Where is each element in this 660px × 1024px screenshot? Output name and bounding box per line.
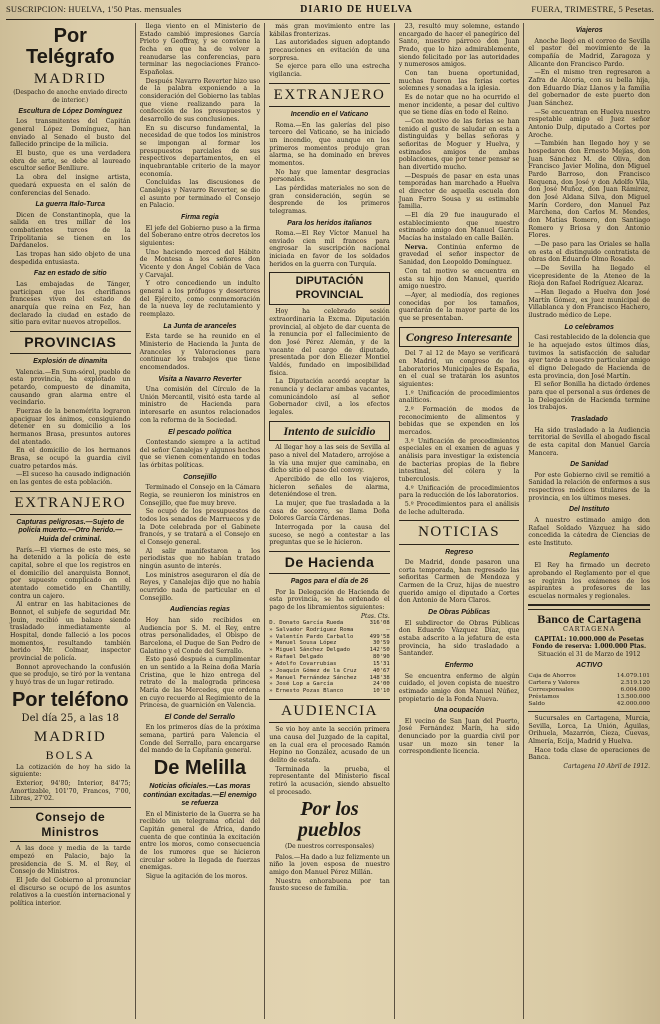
article-paragraph: llega viento en el Ministerio de Estado cambió impresiones García Prieto y Geoffray, y se conviene la fecha en que ha de volver a reanudarse las conferencias, para terminar las negociaciones Franco-Españolas. (139, 23, 261, 77)
section-title-abroad-2: EXTRANJERO (269, 83, 390, 107)
divider (528, 604, 650, 606)
article-paragraph: Una comisión del Círculo de la Unión Mercantil, visitó esta tarde al ministro de Hacienda para interesarle en asuntos relacionados con la reforma de la Sociedad. (139, 386, 261, 424)
article-paragraph: Las tropas han sido objeto de una despedida entusiasta. (10, 251, 131, 266)
payment-row-label: » Valentín Pardo Carballo (269, 633, 354, 640)
bank-ad-title: Banco de Cartagena (528, 609, 650, 627)
article-paragraph: Sucursales en Cartagena, Murcia, Sevilla, Lorca, La Unión, Águilas, Orihuela, Mazarrón, Cieza, Cuevas, Almería, Ecija, Madrid y Huelva. (528, 714, 650, 745)
payment-row-label: » Rafael Delgado (269, 654, 324, 661)
article-paragraph: Se ejerce para ello una estrecha vigilancia. (269, 63, 390, 79)
article-paragraph: Las pérdidas materiales no son de gran consideración, según se desprende de los primeros telegramas. (269, 184, 390, 215)
payment-row-amount: 316'08 (369, 620, 390, 626)
article-paragraph: Hoy ha celebrado sesión extraordinaria la Excma. Diputación provincial, al objeto de dar cuenta de la renuncia por el fallecimiento de don José Pérez Alemán, y de la vacante del cargo de diputado, presentada por don Eliezer Montiel Valdés, fundado en imposibilidad física. (269, 308, 390, 377)
article-paragraph: El Rey ha firmado un decreto aprobando el Reglamento por el que se regirán los exámenes de los aspirantes a profesores de las escuelas normales y regionales. (528, 562, 650, 600)
section-title-treasury: De Hacienda (269, 551, 390, 574)
article-paragraph: 23, resultó muy solemne, estando encargado de hacer el panegírico del Santo, nuestro párroco don Juan Prado, que lo hizo admirablemente, siendo felicitado por las autoridades y numerosos amigos. (398, 23, 520, 69)
article-paragraph: En el domicilio de los hermanos Brasa, se ocupó la guardia civil cuatro petardos más. (10, 447, 131, 470)
article-paragraph: más gran movimiento entre las kábilas fronterizas. (269, 23, 390, 38)
town-label: Nerva. (404, 243, 428, 251)
headline: Incendio en el Vaticano (290, 111, 369, 118)
towns-subtitle: (De nuestros corresponsales) (284, 843, 375, 851)
divider (528, 711, 650, 712)
article-paragraph: A las doce y media de la tarde empezó en Palacio, bajo la presidencia de S. M. el Rey, el Consejo de Ministros. (10, 845, 131, 876)
article-paragraph: El vecino de San Juan del Puerto, José Fernández Marín, ha sido denunciado por la guardia civil por usar un mozo sin tener la correspondiente licencia. (398, 717, 520, 756)
article-paragraph: —El día 29 fue inaugurado el establecimiento que nuestro estimado amigo don Manuel García Macías ha instalado en calle Bailén. (398, 212, 520, 243)
section-title-congress: Congreso Interesante (399, 327, 520, 348)
article-paragraph: La mujer, que fue trasladada a la casa de socorro, se llama Doña Dolores García Cárdenas. (269, 500, 390, 523)
bank-ad-city: CARTAGENA (562, 625, 616, 634)
list-unit-header: Ptas. Cts. (360, 612, 390, 620)
balance-row-amount: 6.004.000 (620, 686, 650, 693)
article-paragraph: Terminada la prueba, el representante del Ministerio fiscal retiró la acusación, siendo absuelto el procesado. (269, 765, 390, 796)
headline: Noticias oficiales.—Las moras continúan excitadas.—El enemigo se refuerza (143, 783, 257, 808)
article-paragraph: Dicen de Constantinopla, que la salida en tres millar de los combatientes turcos de la Tripolitania se tienen en los Dardanelos. (10, 211, 131, 250)
column-3 (265, 23, 395, 1019)
article-paragraph: Anoche llegó en el correo de Sevilla el pastor del movimiento de la compañía de Madrid, Zaragoza y Alicante don Francisco Pardo. (528, 37, 650, 68)
article-paragraph: Contestando siempre a la actitud del señor Canalejas y algunos hechos que se vienen comentando en todas las órbitas políticas. (139, 439, 261, 470)
article-paragraph: Se ocupó de los presupuestos de todos los senados de Marruecos y de la Dote celebrada por el Gabinete francés, y se tratará a el Consejo en el Consejo general. (139, 508, 261, 546)
balance-row (528, 694, 650, 701)
article-paragraph: 2.º Formación de modos de reconocimiento de alimentos y bebidas que se expenden en los mercados. (398, 405, 520, 436)
article-paragraph: Terminado el Consejo en la Cámara Regia, se reunieron los ministros en Consejillo, que fue muy breve. (139, 484, 261, 507)
headline: El Conde del Serrallo (164, 713, 236, 721)
article-paragraph: Uno haciendo merced del Hábito de Montesa a los señores don Vicente y don Ángel Cobián de Vaca y Carvajal. (139, 248, 261, 279)
article-paragraph: Por la Delegación de Hacienda de esta provincia, se ha ordenado el pago de los libramientos siguientes: (269, 588, 390, 612)
headline: Lo celebramos (564, 323, 614, 331)
article-paragraph: En los primeros días de la próxima semana, partirá para Valencia el Conde del Serrallo, para encargarse del mando de la Capitanía general. (139, 724, 261, 755)
headline: El pescado política (168, 428, 232, 436)
section-title-melilla: De Melilla (153, 757, 247, 780)
article-paragraph: Fuerzas de la benemérita lograron apaciguar los ánimos, consiguiendo detener en su domicilio a los hermanos Brasa, presuntos autores del atentado. (10, 407, 131, 446)
balance-row-amount: 42.000.000 (616, 700, 650, 707)
article-paragraph: Valencia.—En Sum-sórol, pueblo de esta provincia, ha explotado un petardo, compuesto de dinamita, causando gran alarma entre el vecindario. (10, 368, 131, 407)
payment-row-label: » Miguel Sánchez Delgado (269, 647, 351, 654)
balance-row-amount: 14.079.101 (616, 672, 650, 679)
payment-row-amount: 499'58 (369, 633, 390, 640)
section-title-telegraph: Por Telégrafo (26, 25, 115, 68)
article-paragraph: Al salir manifestaron a los periodistas que no habían tratado ningún asunto de interés. (139, 547, 261, 570)
article-paragraph: —Han llegado a Huelva don José Martín Gómez, ex juez municipal de Villablanca y don Francisco Hachero, ilustrado médico de Lepe. (528, 289, 650, 320)
balance-row (528, 673, 650, 680)
headline: Enfermo (444, 662, 474, 670)
article-paragraph: La obra del insigne artista, quedará expuesta en el salón de conferencias del Senado. (10, 174, 131, 197)
payment-row-amount: 80'90 (372, 654, 390, 661)
dateline-stock-exchange: BOLSA (45, 748, 95, 763)
balance-row (528, 687, 650, 694)
payment-row-amount: 142'50 (369, 647, 390, 654)
masthead-outside-price: FUERA, TRIMESTRE, 5 Pesetas. (531, 4, 654, 14)
payment-row-amount: 10'10 (372, 688, 390, 695)
article-paragraph: Esta tarde se ha reunido en el Ministerio de Hacienda la Junta de Aranceles y Valoraciones para continuar los trabajos que tiene encomendados. (139, 333, 261, 371)
headline: Visita a Navarro Reverter (158, 375, 242, 383)
article-paragraph: Los ministros aseguraron el día de Reyes, y Canalejas dijo que no había ocurrido nada de particular en el Consejillo. (139, 571, 261, 602)
payment-row-amount: 148'38 (369, 674, 390, 681)
column-4 (395, 23, 525, 1019)
article-paragraph: En el Ministerio de la Guerra se ha recibido un telegrama oficial del Capitán general de África, dando cuenta de que continúa la excitación entre los moros, como consecuencia de los rumores que se hicieron circular sobre la llegada de fuerzas enemigas. (139, 810, 261, 872)
balance-row-label: Préstamos (528, 693, 560, 700)
article-paragraph: La Diputación acordó aceptar la renuncia y declarar ambas vacantes, comunicándolo así al señor Gobernador civil, a los efectos legales. (269, 378, 390, 417)
dateline-madrid: MADRID (33, 71, 107, 87)
article-paragraph: El señor Bonilla ha dictado órdenes para que el personal a sus órdenes de la Delegación de Hacienda termine los trabajos. (528, 381, 650, 412)
article-paragraph: Después Navarro Reverter hizo uso de la palabra exponiendo a la consideración del Gobierno las tablas que viene realizando para la confección de los presupuestos y desarrollo de sus conclusiones. (139, 77, 261, 124)
headline: De Sanidad (570, 461, 609, 469)
dispatch-note: (Despacho de anoche enviado directo de interior.) (13, 89, 128, 104)
article-paragraph: Los transmitentes del Capitán general López Domínguez, han enviado al Senado el busto del fallecido principe de la milicia. (10, 118, 131, 149)
bank-ad-assets-header: ACTIVO (575, 662, 603, 669)
headline: Reglamento (569, 551, 610, 559)
bank-ad-reserve: Fondo de reserva: 1.000.000 Ptas. (532, 643, 647, 651)
bank-ad-capital: CAPITAL: 10.000.000 de Pesetas (534, 636, 644, 644)
article-paragraph: El Jefe del Gobierno al pronunciar el discurso se ocupó de los asuntos relativos a la cuestión internacional y política interior. (10, 877, 131, 908)
article-paragraph: Las autoridades siguen adoptando precauciones en evitación de una sorpresa. (269, 39, 390, 62)
article-paragraph: No hay que lamentar desgracias personales. (269, 168, 390, 184)
article-paragraph: En su discurso fundamental, la necesidad de que todos los ministros se impongan al formar los presupuestos parciales de sus respectivos departamentos, en el inquebrantable criterio de la mayor economía. (139, 124, 261, 178)
article-paragraph: 5.º Procedimientos para el análisis de leche adulterada. (398, 500, 520, 516)
section-title-towns: Por los pueblos (297, 798, 362, 842)
headline: Faz en estado de sitio (33, 270, 107, 278)
balance-row-label: Saldo (528, 700, 545, 707)
payment-list (269, 620, 390, 695)
article-paragraph: Hoy han sido recibidos en Audiencia por S. M. el Rey, entre otras personalidades, el Obispo de Barcelona, el Duque de San Pedro de Galatino y el Conde del Serrallo. (139, 616, 261, 655)
article-paragraph: Concluidas las discusiones de Canalejas y Navarro Reverter, se dio el asunto por terminado el Consejo en Palacio. (139, 179, 261, 210)
headline: Una ocupación (434, 707, 485, 715)
payment-row (269, 668, 390, 675)
article-paragraph: Con tal motivo se encuentra en esta su hijo don Manuel, querido amigo nuestro. (398, 267, 520, 291)
headline: Trasladado (570, 415, 608, 423)
headline: Firma regia (181, 214, 219, 222)
headline: Explosión de dinamita (33, 358, 108, 366)
headline: Del Instituto (568, 506, 610, 514)
article-paragraph: Con tan buena oportunidad, muchas fueron las ferias cortes solemnes y sonadas a la iglesia. (398, 70, 520, 93)
bank-ad-signature: Cartagena 10 Abril de 1912. (563, 762, 650, 770)
article-paragraph: El subdirector de Obras Públicas don Eduardo Vázquez Díaz, que estaba adscrito a la jefatura de esta provincia, ha sido trasladado a Santander. (398, 619, 520, 658)
article-paragraph: De Madrid, donde pasaron una corta temporada, han regresado las señoritas Carmen de Mendoza y Carmen de la Cruz, hijas de nuestro querido amigo el diputado a Cortes don Antonio de Mora Claros. (398, 559, 520, 605)
article-paragraph: Hace toda clase de operaciones de Banca. (528, 746, 650, 762)
columns (6, 23, 654, 1019)
payment-row (269, 681, 390, 688)
article-paragraph: Se encuentra enfermo de algún cuidado, el joven copista de nuestro estimado amigo don Manuel Núñez, propietario de la Fonda Nueva. (398, 672, 520, 703)
headline: De Obras Públicas (428, 609, 491, 617)
article-paragraph: —El suceso ha causado indignación en las gentes de esta población. (10, 471, 131, 486)
column-5 (524, 23, 654, 1019)
article-paragraph: París.—El viernes de este mes, se ha detenido a la policía de este capital, sobre el que los registros en el domicilio del anarquista Bonnot, por supuesto complicado en el atentado cometido en Chantilly, contra un cajero. (10, 546, 131, 600)
article-paragraph: Al entrar en las habitaciones de Bonnot, el subjefe de seguridad Mr. Jouin, recibió un balazo siendo trasladado inmediatamente al Hospital, donde falleció a los pocos momentos, resultando también herido Mr. Colmar, inspector provincial de policía. (10, 601, 131, 662)
bank-ad-date: Situación el 31 de Marzo de 1912 (537, 650, 641, 658)
masthead-subscription: SUSCRIPCION: HUELVA, 1'50 Ptas. mensuales (6, 4, 182, 14)
article-paragraph: 1.º Unificación de procedimientos analíticos. (398, 389, 520, 405)
headline: La guerra Italo-Turca (35, 201, 106, 209)
payment-row-label: » Adolfo Covarrubias (269, 660, 337, 667)
payment-row (269, 688, 390, 695)
balance-row-label: Corresponsales (528, 686, 574, 693)
article-paragraph: —Ayer, al mediodía, dos regiones conocidas por los tamaños, guardarán de la mayor parte de los que se presentaban. (398, 291, 520, 322)
section-title-provinces: PROVINCIAS (10, 331, 131, 354)
telephone-date: Del día 25, a las 18 (21, 712, 120, 724)
masthead-title: DIARIO DE HUELVA (300, 4, 413, 15)
balance-row-label: Cartera y Valores (528, 679, 580, 686)
column-1 (6, 23, 136, 1019)
section-title-suicide-attempt: Intento de suicidio (269, 421, 390, 442)
payment-row-amount: 24'00 (372, 681, 390, 688)
payment-row (269, 620, 390, 627)
masthead (6, 4, 654, 20)
payment-row (269, 627, 390, 634)
payment-row (269, 647, 390, 654)
payment-row-amount: 40'67 (372, 667, 390, 674)
article-paragraph: Sigue la agitación de los moros. (145, 873, 248, 881)
article-paragraph: Casi restablecido de la dolencia que le ha aquejado estos últimos días, tuvimos la satisfacción de saludar ayer tarde a nuestro particular amigo el digno Delegado de Hacienda de esta provincia, don José Martín. (528, 334, 650, 380)
article-paragraph: Y otro concediendo un indulto general a los prófugos y desertores del Ejército, como conmemoración de la nueva ley de reclutamiento y reemplazo. (139, 280, 261, 319)
article-paragraph: Al llegar hoy a las seis de Sevilla al paso a nivel del Matadero, arrojóse a la vía una mujer que caminaba, en dicho sitio el paso del convoy. (269, 444, 390, 475)
article-paragraph: A nuestro estimado amigo don Rafael Soldado Vázquez ha sido concedida la cátedra de Ciencias de este Instituto. (528, 516, 650, 547)
headline: Pagos para el día de 26 (290, 578, 369, 586)
balance-row-label: Caja de Ahorros (528, 672, 576, 679)
article-paragraph: —En el mismo tren regresaron a Zafra de Alcoria, con su bella hija, don Eduardo Díaz Llanos y la familia del gobernador de este puerto don Juan Sánchez. (528, 69, 650, 107)
article-paragraph (399, 244, 520, 267)
article-paragraph: Palos.—Ha dado a luz felizmente un niño la joven esposa de nuestro amigo don Manuel Pérez Millán. (269, 853, 390, 876)
section-title-council: Consejo de Ministros (10, 807, 131, 842)
article-paragraph: 3.º Unificación de procedimientos especiales en el examen de aguas y análisis para investigar la existencia de bacterias propias de la fiebre intestinal, del cólera y la tuberculosis. (398, 437, 520, 483)
article-paragraph: Ha sido trasladado a la Audiencia territorial de Sevilla el abogado fiscal de esta capital don Manuel García Mancera. (528, 426, 650, 457)
article-paragraph: El busto, que es una verdadera obra de arte, se debe al laureado escultor señor Benlliure. (10, 150, 131, 173)
payment-row-label: » Salvador Rodríguez Roma (269, 626, 354, 633)
balance-row (528, 680, 650, 687)
headline: Para los heridos italianos (287, 219, 372, 227)
payment-row-amount: 30'59 (372, 640, 390, 647)
payment-row-label: D. Donato García Rueda (269, 620, 344, 626)
article-paragraph: —Con motivo de las ferias se han tenido el gusto de saludar en esta a distinguidas y bellas señoras y señoritas de Moguer y Huelva, y estimados amigos de ambas poblaciones, que por tener pensar se han divertido mucho. (398, 118, 520, 172)
article-paragraph: Exterior, 94'80; Interior, 84'75; Amortizable, 101'70, Francos, 7'00, Libras, 27'02. (10, 780, 131, 803)
payment-row-amount: — (386, 626, 390, 633)
headline: Escultura de López Domínguez (18, 107, 123, 115)
section-title-court: AUDIENCIA (269, 699, 390, 723)
payment-row (269, 654, 390, 661)
article-paragraph: Apercibido de ello los viajeros, hicieron señales de alarma, deteniéndose el tren. (269, 476, 390, 499)
payment-row-label: » José Lop a García (269, 681, 334, 688)
article-paragraph: Roma.—En las galerías del piso tercero del Vaticano, se ha iniciado un incendio, que aunque en los primeros momentos produjo gran alarma, se ha dominado en breves momentos. (269, 121, 390, 167)
balance-row-amount: 13.500.000 (616, 693, 650, 700)
headline: Capturas peligrosas.—Sujeto de policía muerto.—Otro herido.—Huida del criminal. (16, 518, 125, 544)
article-paragraph: Es de notar que no ha ocurrido el menor incidente, a pesar del cultivo que se tiene días en todo el Reino. (398, 94, 520, 117)
article-paragraph: —De paso para las Oriales se halla en esta el distinguido contratista de obras don Eduardo Olmo Rosado. (528, 241, 650, 264)
dateline-madrid-2: MADRID (33, 728, 107, 745)
article-paragraph: —De Sevilla ha llegado el vicepresidente de la Ateneo de la Rioja don Rafael Rodríguez Alcaraz. (528, 265, 650, 288)
article-paragraph: 4.º Unificación de procedimientos para la reducción de los laboratorios. (398, 484, 520, 500)
headline: Consejillo (183, 473, 217, 481)
headline: Viajeros (575, 27, 603, 34)
section-title-abroad: EXTRANJERO (10, 491, 131, 515)
payment-row-label: » Manuel Sousa López (269, 640, 337, 647)
article-paragraph: Esto pasó después a cumplimentar en un sentido a la Reina doña María Cristina, que le hizo entrega del retrato de la malograda princesa María de las Mercedes, que ordena en cuyo recuerdo al Regimiento de la Princesa, de guarnición en Valencia. (139, 656, 261, 710)
article-paragraph: Se vio hoy ante la sección primera una causa del Juzgado de la capital, en la cual era el procesado Ramón Hepino no González, acusado de un delito de estafa. (269, 726, 390, 764)
balance-row-amount: 2.519.120 (620, 679, 650, 686)
payment-row-label: » Ernesto Pozas Blanco (269, 688, 344, 695)
article-paragraph: El jefe del Gobierno puso a la firma del Soberano entre otros decretos los siguientes: (139, 224, 261, 247)
article-paragraph: —Se encuentran en Huelva nuestro respetable amigo el Juez señor Antonio Dulp, diputado a Cortes por Aroche. (528, 108, 650, 139)
column-2 (136, 23, 266, 1019)
article-paragraph: —Después de pasar en esta unas temporadas han marchado a Huelva el director de aquella escuela don Juan Ferro Sousa y su estimable familia. (398, 172, 520, 211)
article-paragraph: Las embajadas de Tánger, participan que los cherifianos franceses viven del estado de anarquía que reina en Fez, han declarado la ciudad en estado de sitio para evitar nuevos atropellos. (10, 280, 131, 327)
article-paragraph: Bonnot aprovechando la confusión que se produjo, se tiró por la ventana y huyó tras de un lugar retirado. (10, 663, 131, 686)
article-text: Continúa enfermo de gravedad el señor inspector de Sanidad, don Leopoldo Domínguez. (398, 243, 520, 267)
article-paragraph: —También han llegado hoy y se hospedaron don Ernesto Mejías, don Juan Sánchez M. de Oliva, don Francisco Javier Molina, don Miguel Pardo Barroso, don Francisco Requena, don José y don Adolfo Vila, don José Muñoz, don Juan Rámirez, don José Aldana Silva, don Miguel Marín Cordero, don Manuel Paz Marchena, don Carlos M. Mendes, don Matías Romero, don Santiago Romero y Briosa y don Antonio Flores. (528, 140, 650, 240)
article-paragraph: Por este Gobierno civil se remitió a Sanidad la relación de enfermos a sus respectivos médicos titulares de la provincia, en los últimos meses. (528, 471, 650, 502)
section-title-news: NOTICIAS (399, 520, 520, 544)
balance-row (528, 701, 650, 708)
payment-row (269, 661, 390, 668)
article-paragraph: Roma.—El Rey Víctor Manuel ha enviado cien mil francos para engrosar la suscripción nacional iniciada en favor de los soldados heridos en la guerra con Turquía. (269, 230, 390, 268)
payment-row-amount: 15'31 (372, 660, 390, 667)
headline: Regreso (445, 548, 474, 556)
section-title-provincial-council: DIPUTACIÓN PROVINCIAL (269, 272, 390, 305)
article-paragraph: La cotización de hoy ha sido la siguiente: (10, 763, 131, 779)
article-paragraph: Nuestra enhorabuena por tan fausto suceso de familia. (269, 877, 390, 893)
article-paragraph: Del 7 al 12 de Mayo se verificará en Madrid, un congreso de los Laboratorios Municipales de España, en el cual se tratarán los asuntos siguientes: (398, 350, 520, 388)
section-title-telephone: Por teléfono (11, 688, 129, 711)
headline: La Junta de aranceles (163, 322, 237, 330)
bank-ad-balance (528, 673, 650, 708)
payment-row-label: » Manuel Fernández Sánchez (269, 674, 357, 681)
headline: Audiencias regias (169, 606, 230, 614)
payment-row-label: » Joaquín Gómez de la Cruz (269, 667, 357, 674)
article-paragraph: Interrogada por la causa del suceso, se negó a contestar a las preguntas que se le hicieron. (269, 524, 390, 547)
